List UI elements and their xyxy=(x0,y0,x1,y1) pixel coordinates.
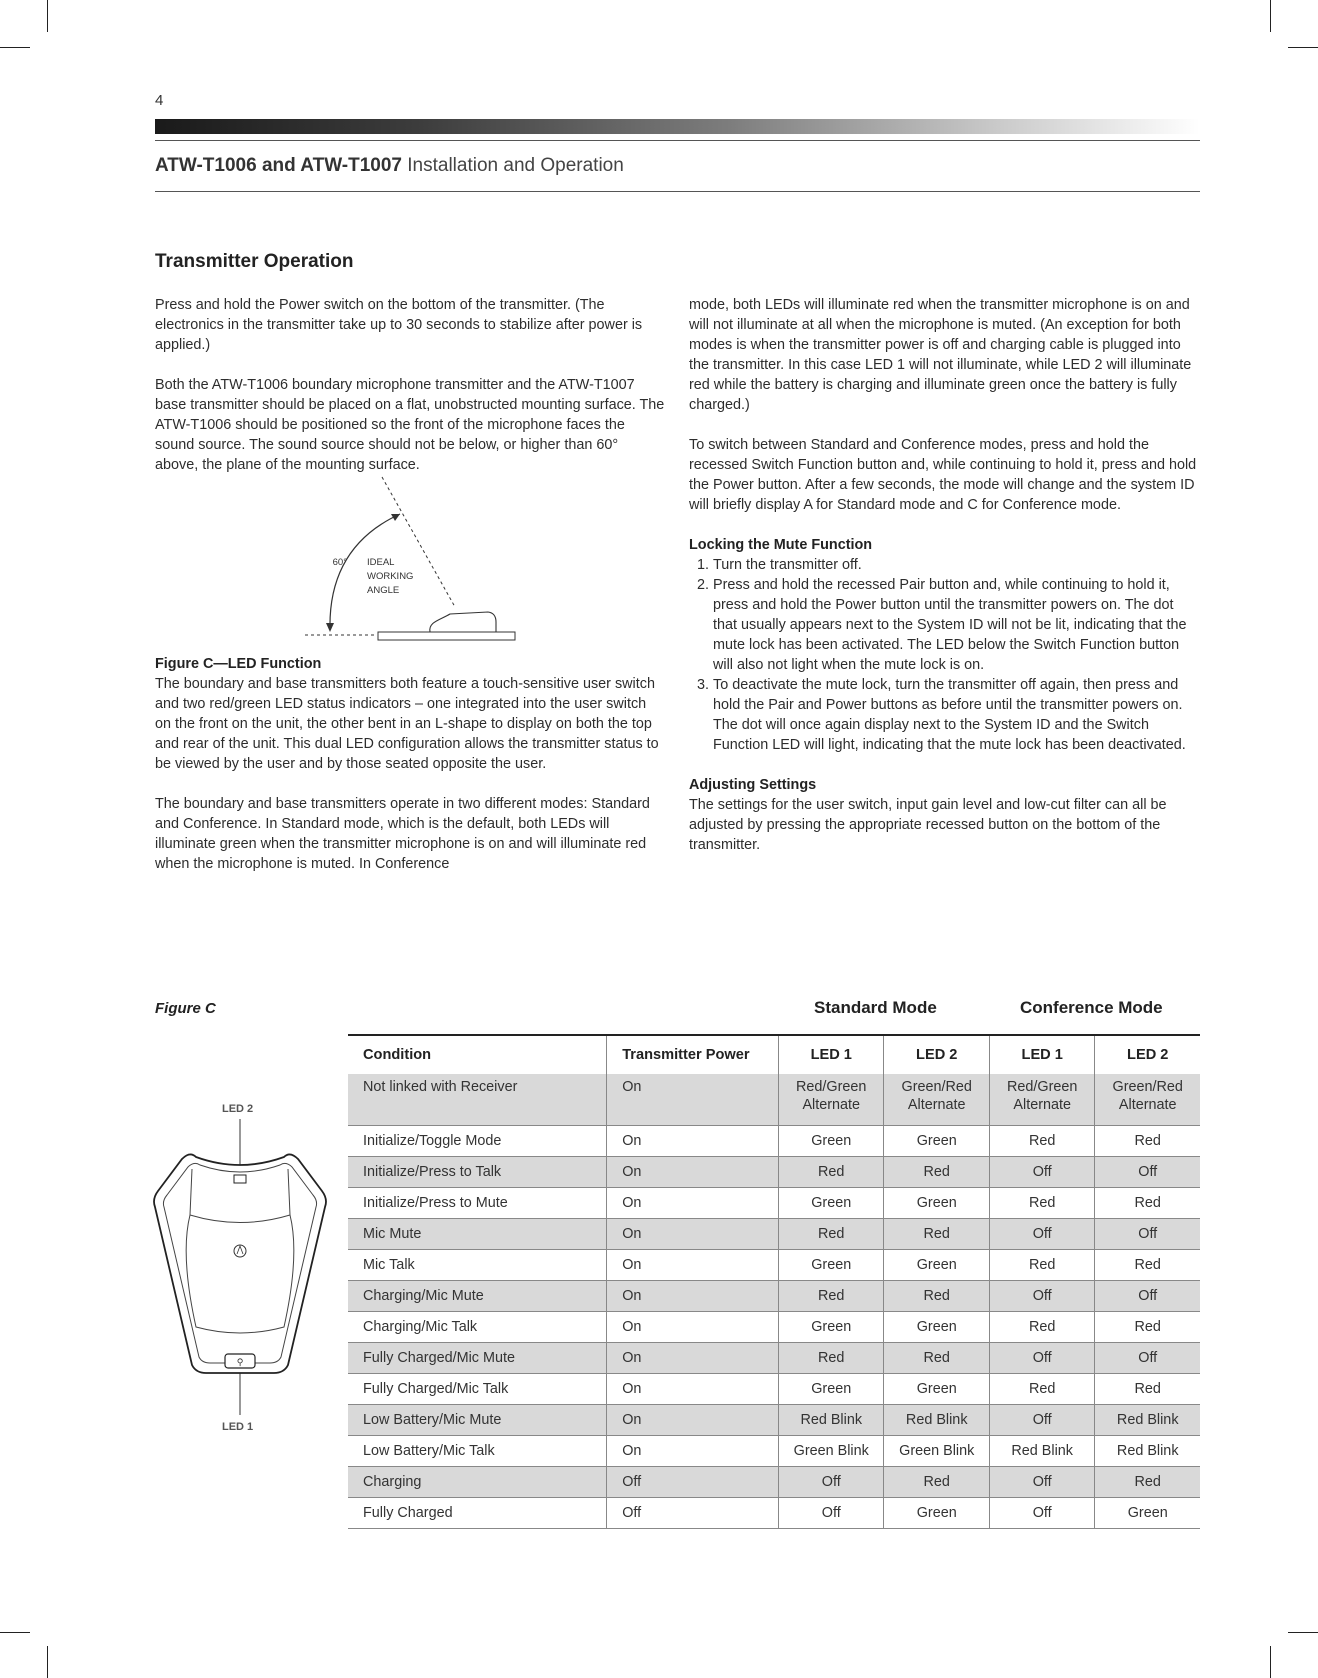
cell-conference-led2: Green xyxy=(1095,1498,1200,1529)
paragraph: mode, both LEDs will illuminate red when the transmitter microphone is on and will not illuminate at all when the microphone is muted. (An exception for both modes is when the transmitter power is off and charging cable is plugged into the transmitter. In this case LED 1 will not illuminate, while LED 2 will illuminate red while the battery is charging and illuminate green once the battery is fully charged.) xyxy=(689,297,1192,413)
cell-standard-led1: Red xyxy=(779,1157,884,1188)
column-header: LED 2 xyxy=(1095,1035,1200,1074)
cell-standard-led2: Red xyxy=(884,1343,989,1374)
cell-standard-led1: Green xyxy=(779,1250,884,1281)
cell-conference-led2: Off xyxy=(1095,1219,1200,1250)
cell-conference-led2: Red xyxy=(1095,1250,1200,1281)
table-row xyxy=(348,1188,1200,1219)
cell-standard-led2: Green/Red Alternate xyxy=(884,1074,989,1126)
cell-power: On xyxy=(607,1074,779,1126)
conference-mode-heading: Conference Mode xyxy=(1020,998,1163,1017)
cell-standard-led2: Red Blink xyxy=(884,1405,989,1436)
table-row xyxy=(348,1498,1200,1529)
cell-power: On xyxy=(607,1126,779,1157)
table-header-row xyxy=(348,1035,1200,1074)
crop-mark xyxy=(1270,0,1271,32)
subheading-locking: Locking the Mute Function xyxy=(689,537,873,553)
header-rule-bottom xyxy=(155,191,1200,192)
cell-standard-led2: Red xyxy=(884,1281,989,1312)
cell-standard-led1: Off xyxy=(779,1498,884,1529)
table-row xyxy=(348,1157,1200,1188)
diagram-label: IDEAL xyxy=(367,557,395,568)
cell-power: On xyxy=(607,1250,779,1281)
transmitter-front-view xyxy=(150,1095,330,1415)
cell-condition: Charging/Mic Talk xyxy=(348,1312,607,1343)
cell-conference-led1: Off xyxy=(989,1281,1094,1312)
mic-glyph-icon: ⚲ xyxy=(236,1357,244,1367)
section-title: Transmitter Operation xyxy=(155,251,354,272)
cell-standard-led2: Red xyxy=(884,1157,989,1188)
cell-conference-led2: Red xyxy=(1095,1126,1200,1157)
cell-standard-led2: Green xyxy=(884,1374,989,1405)
list-item: 2. Press and hold the recessed Pair button and, while continuing to hold it, press and hold the Power button until the transmitter powers on. The dot that usually appears next to the System ID will not be lit, indicating that the mute lock has been activated. The LED below the Switch Function button will also not light when the mute lock is on. xyxy=(713,575,1199,675)
cell-condition: Initialize/Press to Mute xyxy=(348,1188,607,1219)
cell-conference-led1: Red xyxy=(989,1188,1094,1219)
column-header: LED 2 xyxy=(884,1035,989,1074)
cell-standard-led2: Red xyxy=(884,1219,989,1250)
cell-conference-led1: Off xyxy=(989,1157,1094,1188)
paragraph: Both the ATW-T1006 boundary microphone transmitter and the ATW-T1007 base transmitter should be placed on a flat, unobstructed mounting surface. The ATW-T1006 should be positioned so the front of the microphone faces the sound source. The sound source should not be below, or higher than 60° above, the plane of the mounting surface. xyxy=(155,377,665,473)
cell-standard-led1: Red/Green Alternate xyxy=(779,1074,884,1126)
cell-conference-led2: Off xyxy=(1095,1157,1200,1188)
header-rule-top xyxy=(155,140,1200,141)
cell-condition: Initialize/Toggle Mode xyxy=(348,1126,607,1157)
right-column xyxy=(689,295,1199,875)
cell-conference-led2: Red xyxy=(1095,1312,1200,1343)
table-row xyxy=(348,1074,1200,1126)
cell-condition: Initialize/Press to Talk xyxy=(348,1157,607,1188)
crop-mark xyxy=(47,0,48,32)
cell-conference-led2: Red xyxy=(1095,1467,1200,1498)
steps-list xyxy=(689,555,1199,755)
table-row xyxy=(348,1219,1200,1250)
table-row xyxy=(348,1467,1200,1498)
led-function-table xyxy=(348,1034,1200,1529)
page-number: 4 xyxy=(155,92,164,109)
led2-label: LED 2 xyxy=(222,1103,254,1115)
cell-conference-led2: Red xyxy=(1095,1374,1200,1405)
header-subtitle: Installation and Operation xyxy=(407,155,624,176)
cell-power: On xyxy=(607,1343,779,1374)
cell-standard-led2: Green xyxy=(884,1250,989,1281)
crop-mark xyxy=(1288,47,1318,48)
header-model: ATW-T1006 and ATW-T1007 xyxy=(155,155,402,176)
cell-standard-led1: Off xyxy=(779,1467,884,1498)
cell-condition: Fully Charged xyxy=(348,1498,607,1529)
cell-power: On xyxy=(607,1281,779,1312)
standard-mode-heading: Standard Mode xyxy=(814,998,937,1017)
list-item: 1. Turn the transmitter off. xyxy=(713,555,1199,575)
cell-conference-led2: Red Blink xyxy=(1095,1405,1200,1436)
column-header: LED 1 xyxy=(989,1035,1094,1074)
table-row xyxy=(348,1436,1200,1467)
cell-standard-led2: Red xyxy=(884,1467,989,1498)
table-row xyxy=(348,1312,1200,1343)
cell-power: On xyxy=(607,1157,779,1188)
cell-standard-led1: Green xyxy=(779,1188,884,1219)
left-column xyxy=(155,295,665,495)
diagram-label: WORKING xyxy=(367,571,414,582)
cell-conference-led2: Off xyxy=(1095,1281,1200,1312)
cell-power: On xyxy=(607,1436,779,1467)
cell-conference-led1: Off xyxy=(989,1219,1094,1250)
cell-conference-led1: Red/Green Alternate xyxy=(989,1074,1094,1126)
microphone-shape xyxy=(430,612,496,632)
table-row xyxy=(348,1405,1200,1436)
cell-conference-led1: Red xyxy=(989,1312,1094,1343)
cell-standard-led2: Green xyxy=(884,1188,989,1219)
cell-standard-led1: Green xyxy=(779,1126,884,1157)
crop-mark xyxy=(1270,1646,1271,1678)
cell-conference-led1: Red xyxy=(989,1374,1094,1405)
cell-power: Off xyxy=(607,1467,779,1498)
cell-condition: Low Battery/Mic Talk xyxy=(348,1436,607,1467)
table-row xyxy=(348,1281,1200,1312)
crop-mark xyxy=(0,47,30,48)
mounting-surface xyxy=(378,632,515,640)
cell-conference-led1: Red xyxy=(989,1250,1094,1281)
cell-power: On xyxy=(607,1374,779,1405)
cell-standard-led2: Green xyxy=(884,1498,989,1529)
cell-condition: Mic Mute xyxy=(348,1219,607,1250)
column-header: Condition xyxy=(363,1047,432,1063)
cell-conference-led1: Off xyxy=(989,1343,1094,1374)
column-header: LED 1 xyxy=(779,1035,884,1074)
cell-conference-led1: Off xyxy=(989,1467,1094,1498)
cell-standard-led1: Red xyxy=(779,1343,884,1374)
led2-indicator xyxy=(234,1175,246,1183)
cell-standard-led2: Green xyxy=(884,1126,989,1157)
cell-conference-led1: Red Blink xyxy=(989,1436,1094,1467)
paragraph: To switch between Standard and Conference modes, press and hold the recessed Switch Function button and, while continuing to hold it, press and hold the Power button. After a few seconds, the mode will change and the system ID will briefly display A for Standard mode and C for Conference mode. xyxy=(689,437,1197,513)
cell-power: On xyxy=(607,1312,779,1343)
cell-conference-led2: Red xyxy=(1095,1188,1200,1219)
crop-mark xyxy=(0,1632,30,1633)
crop-mark xyxy=(47,1646,48,1678)
cell-standard-led1: Green Blink xyxy=(779,1436,884,1467)
cell-conference-led2: Off xyxy=(1095,1343,1200,1374)
paragraph: The settings for the user switch, input gain level and low-cut filter can all be adjusted by pressing the appropriate recessed button on the bottom of the transmitter. xyxy=(689,797,1167,853)
cell-standard-led1: Red Blink xyxy=(779,1405,884,1436)
figure-heading: Figure C—LED Function xyxy=(155,656,322,672)
cell-conference-led1: Off xyxy=(989,1498,1094,1529)
table-row xyxy=(348,1343,1200,1374)
left-column-lower xyxy=(155,654,665,894)
cell-power: On xyxy=(607,1188,779,1219)
table-row xyxy=(348,1126,1200,1157)
cell-power: On xyxy=(607,1219,779,1250)
cell-condition: Charging/Mic Mute xyxy=(348,1281,607,1312)
cell-condition: Not linked with Receiver xyxy=(348,1074,607,1126)
figure-label: Figure C xyxy=(155,1000,216,1017)
cell-power: On xyxy=(607,1405,779,1436)
cell-conference-led2: Green/Red Alternate xyxy=(1095,1074,1200,1126)
cell-standard-led1: Green xyxy=(779,1312,884,1343)
table-row xyxy=(348,1250,1200,1281)
cell-conference-led1: Off xyxy=(989,1405,1094,1436)
diagram-label: ANGLE xyxy=(367,585,400,596)
cell-standard-led2: Green xyxy=(884,1312,989,1343)
paragraph: The boundary and base transmitters operate in two different modes: Standard and Conference. In Standard mode, which is the default, both LEDs will illuminate green when the transmitter microphone is on and will illuminate red when the microphone is muted. In Conference xyxy=(155,796,650,872)
crop-mark xyxy=(1288,1632,1318,1633)
header-gradient-bar xyxy=(155,119,1200,134)
cell-condition: Fully Charged/Mic Talk xyxy=(348,1374,607,1405)
working-angle-diagram xyxy=(300,472,540,647)
column-header: Transmitter Power xyxy=(607,1035,779,1074)
cell-condition: Mic Talk xyxy=(348,1250,607,1281)
cell-condition: Low Battery/Mic Mute xyxy=(348,1405,607,1436)
cell-conference-led2: Red Blink xyxy=(1095,1436,1200,1467)
angle-label: 60° xyxy=(332,557,347,568)
table-row xyxy=(348,1374,1200,1405)
cell-standard-led1: Red xyxy=(779,1281,884,1312)
subheading-adjusting: Adjusting Settings xyxy=(689,777,817,793)
cell-conference-led1: Red xyxy=(989,1126,1094,1157)
cell-standard-led1: Green xyxy=(779,1374,884,1405)
cell-condition: Fully Charged/Mic Mute xyxy=(348,1343,607,1374)
cell-standard-led1: Red xyxy=(779,1219,884,1250)
cell-standard-led2: Green Blink xyxy=(884,1436,989,1467)
led1-label: LED 1 xyxy=(222,1421,254,1433)
cell-power: Off xyxy=(607,1498,779,1529)
paragraph: The boundary and base transmitters both feature a touch-sensitive user switch and two red/green LED status indicators – one integrated into the user switch on the front on the unit, the other bent in an L-shape to display on both the top and rear of the unit. This dual LED configuration allows the transmitter status to be viewed by the user and by those seated opposite the user. xyxy=(155,676,659,772)
cell-condition: Charging xyxy=(348,1467,607,1498)
arrow-head-icon xyxy=(326,623,334,632)
list-item: 3. To deactivate the mute lock, turn the transmitter off again, then press and hold the Pair and Power buttons as before until the transmitter powers on. The dot will once again display next to the System ID and the Switch Function LED will light, indicating that the mute lock has been deactivated. xyxy=(713,675,1199,755)
document-header xyxy=(155,155,624,177)
paragraph: Press and hold the Power switch on the bottom of the transmitter. (The electronics in the transmitter take up to 30 seconds to stabilize after power is applied.) xyxy=(155,297,643,353)
transmitter-body xyxy=(154,1154,326,1373)
